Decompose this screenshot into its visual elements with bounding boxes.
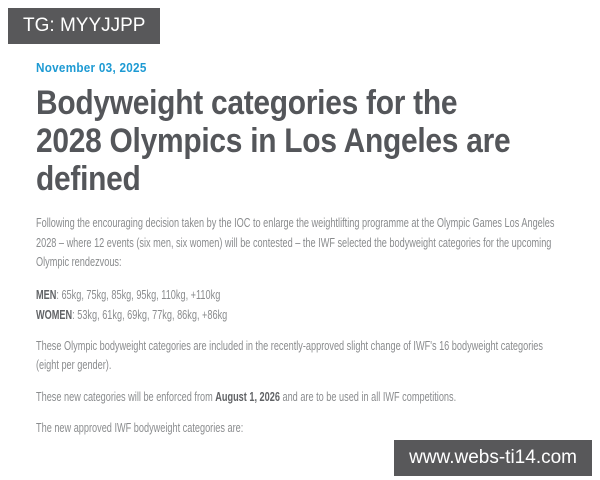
women-values: : 53kg, 61kg, 69kg, 77kg, 86kg, +86kg <box>72 307 228 322</box>
article-content <box>36 60 576 439</box>
women-label: WOMEN <box>36 307 73 322</box>
enforcement-post: and are to be used in all IWF competitions. <box>279 389 457 404</box>
included-note-paragraph: These Olympic bodyweight categories are included in the recently-approved slight change of IWF's 16 bodyweight categories (eight per gender). <box>36 338 543 372</box>
categories-list <box>36 285 564 325</box>
enforcement-date: August 1, 2026 <box>215 389 280 404</box>
website-watermark-badge: www.webs-ti14.com <box>394 440 592 476</box>
intro-paragraph: Following the encouraging decision taken by the IOC to enlarge the weightlifting programme at the Olympic Games Los Angeles 2028 – where 12 events (six men, six women) will be contested – the IWF selected the bodyweight categories for the upcoming Olympic rendezvous: <box>36 216 555 269</box>
enforcement-paragraph <box>36 388 564 408</box>
article-date: November 03, 2025 <box>36 60 147 75</box>
enforcement-pre: These new categories will be enforced from <box>36 389 216 404</box>
closing-paragraph: The new approved IWF bodyweight categories are: <box>36 421 244 435</box>
telegram-watermark-badge: TG: MYYJJPP <box>8 8 160 44</box>
men-label: MEN <box>36 287 57 302</box>
article-title: Bodyweight categories for the 2028 Olympics in Los Angeles are defined <box>36 84 511 198</box>
men-values: : 65kg, 75kg, 85kg, 95kg, 110kg, +110kg <box>56 287 221 302</box>
